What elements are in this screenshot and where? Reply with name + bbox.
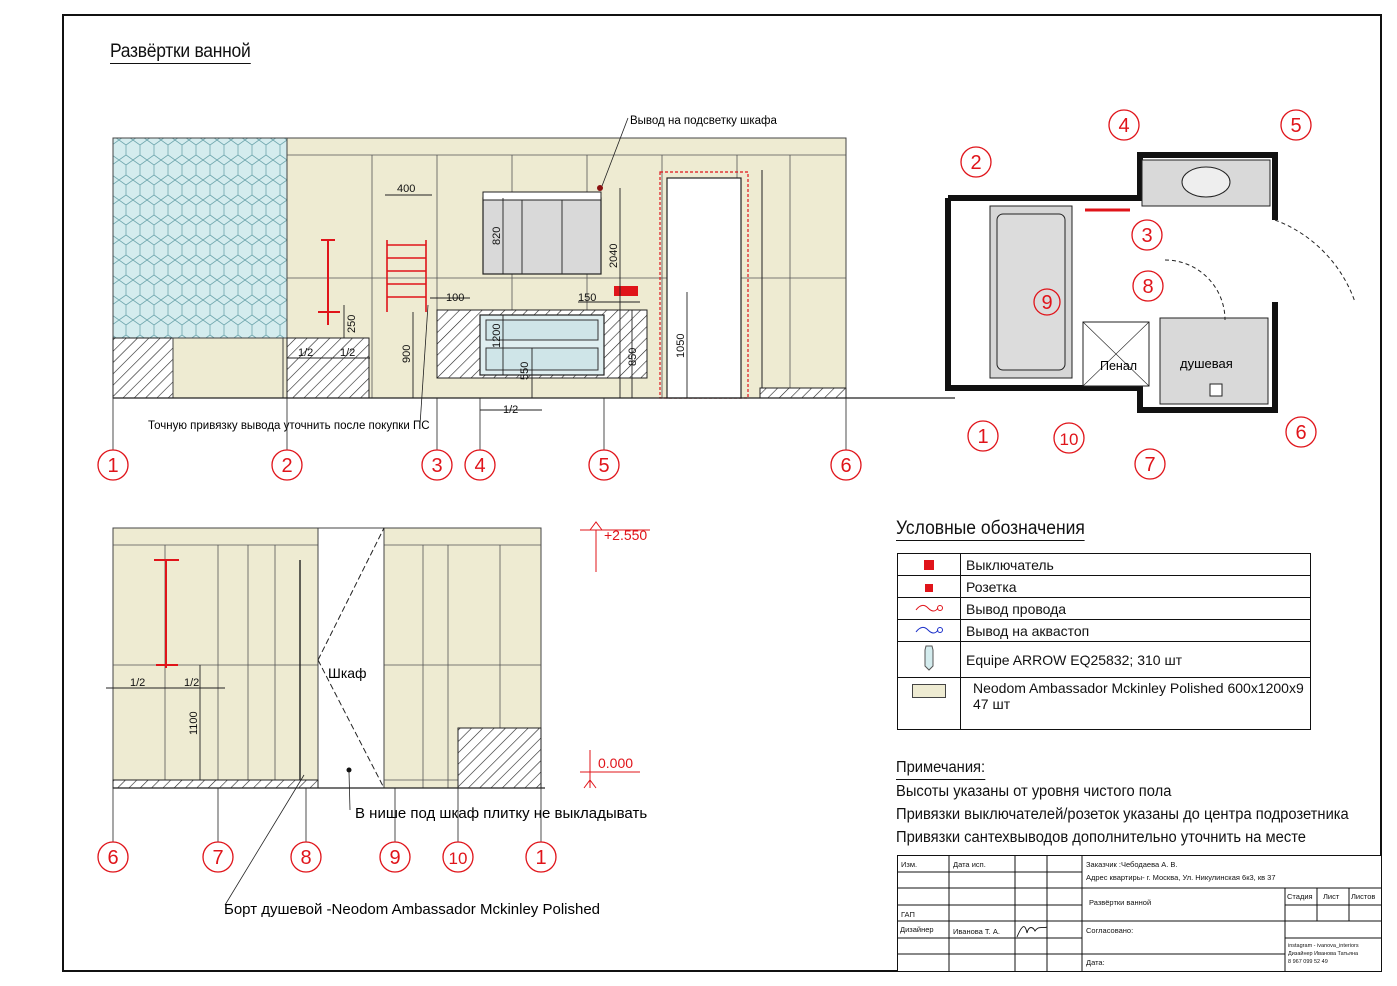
legend-label-count: 47 шт: [973, 696, 1011, 712]
stamp-address: Адрес квартиры- г. Москва, Ул. Никулинская 6к3, кв 37: [1086, 873, 1276, 882]
floor-hatch-right: [760, 388, 846, 398]
bottom-marker-6: 1: [535, 847, 547, 869]
plan-marker-7: 7: [1144, 454, 1156, 476]
bathtub-hatch: [113, 338, 173, 398]
marker-2: 2: [281, 455, 293, 477]
note-line: Привязки сантехвыводов дополнительно уточнить на месте: [896, 829, 1306, 846]
shower-curb-hatch: [458, 728, 541, 788]
stamp-contact-3: 8 967 099 52 49: [1288, 959, 1328, 965]
note-light-outlet: Вывод на подсветку шкафа: [630, 115, 777, 127]
legend-table: [897, 553, 1311, 730]
dim-550: 550: [519, 361, 531, 380]
legend-row: [898, 576, 1311, 598]
stamp-sheet: Лист: [1323, 892, 1340, 901]
stamp-designer-label: Дизайнер: [900, 925, 934, 934]
tile-beige-icon: [912, 684, 946, 698]
bathtub-front: [173, 338, 283, 398]
dim-half-1: 1/2: [298, 347, 314, 359]
notes-block: [896, 756, 1349, 849]
dim-half-bottom-2: 1/2: [184, 677, 200, 689]
bottom-marker-1: 6: [107, 847, 119, 869]
legend-label: Вывод на аквастоп: [961, 620, 1311, 642]
plan-marker-2: 2: [970, 152, 982, 174]
plan-marker-10: 10: [1059, 430, 1079, 449]
label-shower: душевая: [1180, 356, 1233, 371]
door: [667, 178, 741, 398]
dim-900: 900: [401, 344, 413, 363]
stamp-agreed: Согласовано:: [1086, 926, 1134, 935]
stamp-designer-name: Иванова Т. А.: [953, 927, 1000, 936]
bottom-marker-5: 10: [448, 849, 468, 868]
dim-2040: 2040: [608, 243, 620, 268]
stamp-sheets: Листов: [1351, 892, 1376, 901]
legend-label: Выключатель: [961, 554, 1311, 576]
dim-half-bottom-1: 1/2: [130, 677, 146, 689]
marker-6: 6: [840, 455, 852, 477]
legend-label: Вывод провода: [961, 598, 1311, 620]
dim-100: 100: [446, 292, 465, 304]
level-bottom: 0.000: [598, 755, 634, 771]
legend-label: Neodom Ambassador Mckinley Polished 600x1200x9: [973, 680, 1304, 696]
dim-820: 820: [491, 226, 503, 245]
note-line: Привязки выключателей/розеток указаны до центра подрозетника: [896, 806, 1349, 823]
stamp-sheet-title: Развёртки ванной: [1089, 898, 1152, 907]
aquastop-outlet-icon: [914, 624, 944, 636]
bottom-marker-2: 7: [212, 847, 224, 869]
note-outlet-position: Точную привязку вывода уточнить после покупки ПС: [148, 420, 430, 432]
title-block: [897, 855, 1382, 972]
note-niche: В нише под шкаф плитку не выкладывать: [355, 805, 648, 822]
label-penal: Пенал: [1100, 359, 1138, 373]
marker-1: 1: [107, 455, 119, 477]
tile-hex-icon: [923, 644, 935, 672]
plan-marker-5: 5: [1290, 115, 1302, 137]
bottom-marker-4: 9: [389, 847, 401, 869]
cabinet-niche: [318, 528, 384, 788]
stamp-contact-2: Дизайнер Иванова Татьяна: [1288, 951, 1359, 957]
legend-row: [898, 642, 1311, 678]
socket-icon: [925, 584, 933, 592]
stamp-customer: Заказчик :Чебодаева А. В.: [1086, 860, 1178, 869]
page-title: Развёртки ванной: [110, 41, 251, 62]
dim-400: 400: [397, 183, 416, 195]
dim-150: 150: [578, 292, 597, 304]
note-line: Высоты указаны от уровня чистого пола: [896, 783, 1172, 800]
switch-icon: [924, 560, 934, 570]
hex-tile-zone: [113, 138, 287, 338]
plan-marker-9: 9: [1041, 292, 1053, 314]
legend-row: [898, 554, 1311, 576]
bottom-marker-3: 8: [300, 847, 312, 869]
plan-marker-1: 1: [977, 426, 989, 448]
dim-1050: 1050: [675, 333, 687, 358]
dim-half-2: 1/2: [340, 347, 356, 359]
note-shower-curb: Борт душевой -Neodom Ambassador Mckinley Polished: [224, 901, 601, 918]
dim-850: 850: [627, 347, 639, 366]
stamp-stage: Стадия: [1287, 892, 1313, 901]
plan-marker-4: 4: [1118, 115, 1130, 137]
stamp-date: Дата:: [1086, 958, 1105, 967]
notes-heading: Примечания:: [896, 756, 985, 780]
legend-row: [898, 598, 1311, 620]
legend-row: [898, 620, 1311, 642]
legend-label: Equipe ARROW EQ25832; 310 шт: [961, 642, 1311, 678]
dim-1100: 1100: [188, 711, 200, 735]
wire-outlet-icon: [914, 602, 944, 614]
marker-4: 4: [474, 455, 486, 477]
stamp-gap: ГАП: [901, 910, 915, 919]
dim-250: 250: [346, 314, 358, 333]
plan-marker-3: 3: [1141, 225, 1153, 247]
plan-marker-6: 6: [1295, 422, 1307, 444]
socket-block: [614, 286, 638, 296]
marker-5: 5: [598, 455, 610, 477]
stamp-date-header: Дата исп.: [953, 860, 986, 869]
level-top: +2.550: [604, 527, 648, 543]
dim-1200: 1200: [491, 323, 503, 348]
legend-label: Розетка: [961, 576, 1311, 598]
dim-half-3: 1/2: [503, 404, 519, 416]
plan-marker-8: 8: [1142, 276, 1154, 298]
label-cabinet: Шкаф: [328, 665, 367, 681]
stamp-contact-1: instagram - ivanova_interiors: [1288, 943, 1359, 949]
stamp-izm: Изм.: [901, 860, 918, 869]
marker-3: 3: [431, 455, 443, 477]
legend-title: Условные обозначения: [896, 518, 1085, 539]
legend-row: [898, 678, 1311, 730]
